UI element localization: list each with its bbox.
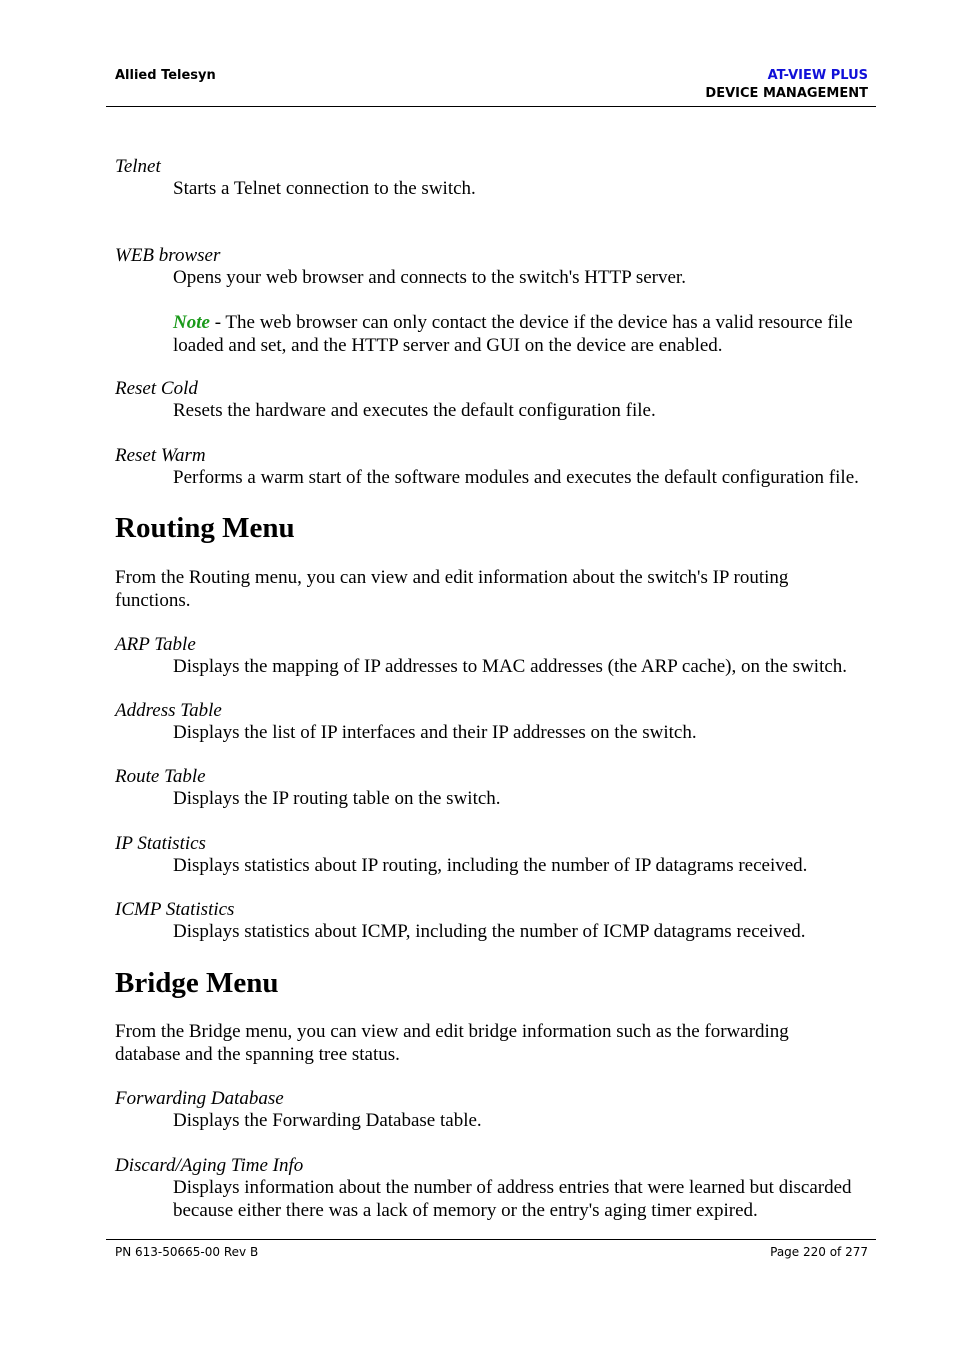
term-ip-statistics: IP Statistics <box>115 833 206 854</box>
desc-web-browser: Opens your web browser and connects to the switch's HTTP server. <box>173 267 686 288</box>
term-web-browser: WEB browser <box>115 245 221 266</box>
footer-page-number: Page 220 of 277 <box>770 1245 868 1259</box>
desc-route-table: Displays the IP routing table on the switch. <box>173 788 501 809</box>
desc-arp-table: Displays the mapping of IP addresses to MAC addresses (the ARP cache), on the switch. <box>173 656 848 677</box>
header-product: AT-VIEW PLUS <box>767 68 868 83</box>
heading-bridge-menu: Bridge Menu <box>115 967 279 999</box>
footer-part-number: PN 613-50665-00 Rev B <box>115 1245 259 1259</box>
desc-discard-aging: Displays information about the number of address entries that were learned but discarded because either there was a lack of memory or the entry's aging timer expired. <box>173 1177 852 1221</box>
term-arp-table: ARP Table <box>115 634 196 655</box>
heading-routing-menu: Routing Menu <box>115 512 295 544</box>
note-paragraph <box>173 312 873 357</box>
term-address-table: Address Table <box>115 700 222 721</box>
note-label: Note <box>173 312 210 333</box>
header-company: Allied Telesyn <box>115 68 216 83</box>
term-reset-cold: Reset Cold <box>115 378 198 399</box>
note-text: - The web browser can only contact the device if the device has a valid resource file loaded and set, and the HTTP server and GUI on the device are enabled. <box>173 312 853 356</box>
term-reset-warm: Reset Warm <box>115 445 206 466</box>
header-title-block <box>705 67 868 103</box>
bridge-intro: From the Bridge menu, you can view and edit bridge information such as the forwarding database and the spanning tree status. <box>115 1021 789 1065</box>
desc-telnet: Starts a Telnet connection to the switch. <box>173 178 476 199</box>
term-telnet: Telnet <box>115 156 161 177</box>
term-discard-aging: Discard/Aging Time Info <box>115 1155 304 1176</box>
term-route-table: Route Table <box>115 766 206 787</box>
desc-reset-cold: Resets the hardware and executes the default configuration file. <box>173 400 656 421</box>
desc-reset-warm: Performs a warm start of the software modules and executes the default configuration file. <box>173 467 859 488</box>
footer-rule <box>106 1239 876 1240</box>
term-forwarding-database: Forwarding Database <box>115 1088 284 1109</box>
desc-forwarding-database: Displays the Forwarding Database table. <box>173 1110 482 1131</box>
term-icmp-statistics: ICMP Statistics <box>115 899 235 920</box>
header-rule <box>106 106 876 107</box>
desc-address-table: Displays the list of IP interfaces and their IP addresses on the switch. <box>173 722 697 743</box>
header-section: DEVICE MANAGEMENT <box>705 86 868 101</box>
desc-icmp-statistics: Displays statistics about ICMP, including the number of ICMP datagrams received. <box>173 921 806 942</box>
routing-intro: From the Routing menu, you can view and edit information about the switch's IP routing functions. <box>115 567 789 611</box>
desc-ip-statistics: Displays statistics about IP routing, including the number of IP datagrams received. <box>173 855 808 876</box>
